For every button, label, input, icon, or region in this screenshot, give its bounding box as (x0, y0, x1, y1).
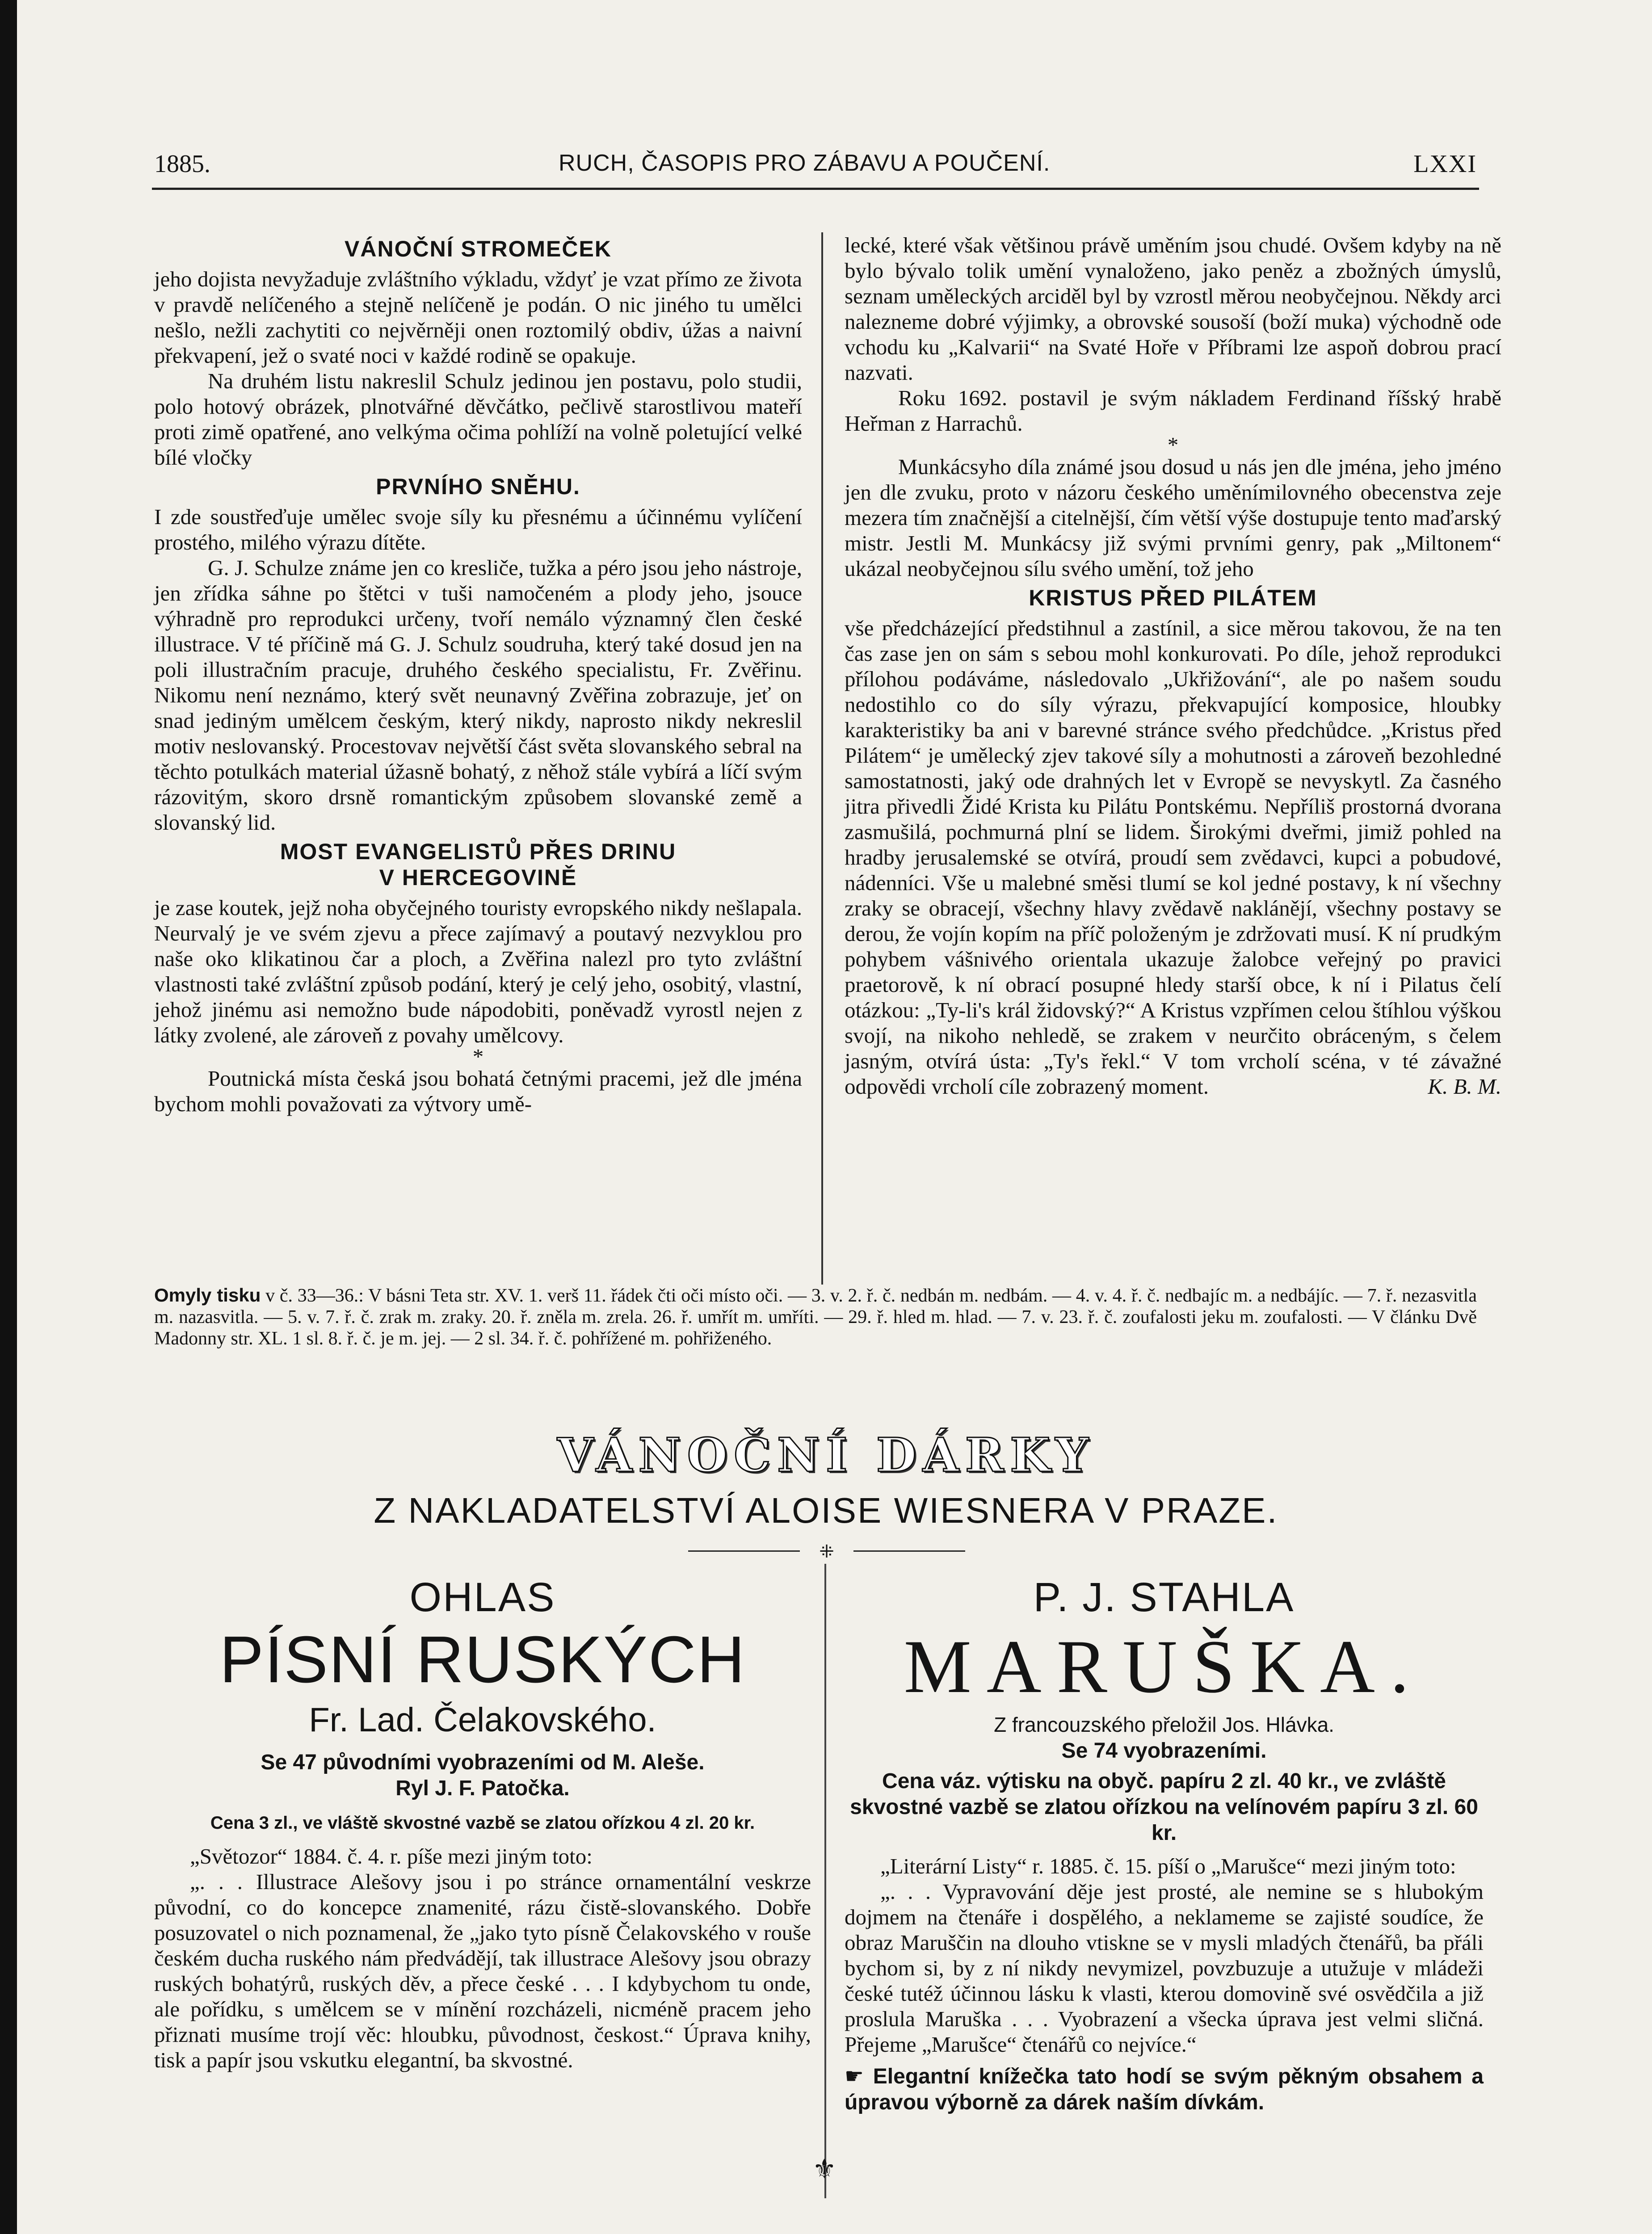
book-prefix: OHLAS (409, 1575, 556, 1620)
review-quote: „. . . Vypravování děje jest prosté, ale nemine se s hlubokým dojmem na čtenáře i dospělého, a neklameme se zajisté soudíce, že obraz Maruščin na dlouho vtiskne se v mysli mladých čtenářů, ba přáli bychom si, by z ní nikdy nevymizel, povzbuzuje a utužuje v mládeži české tutéž účinnou lásku k vlasti, kterou domovině své osvědčila a již proslula Maruška . . . Vyobrazení a všecka úprava jest velmi sličná. Přejeme „Marušce“ čtenářů co nejvíce.“ (845, 1879, 1484, 2057)
review-intro: „Světozor“ 1884. č. 4. r. píše mezi jiným toto: (190, 1844, 593, 1869)
section-heading: MOST EVANGELISTŮ PŘES DRINU (280, 839, 677, 864)
advert-column-divider (824, 1564, 826, 2198)
header-page-number: LXXI (1413, 150, 1477, 178)
paragraph: je zase koutek, jejž noha obyčejného touristy evropského nikdy nešlapala. Neurvalý je ve svém zjevu a přece zajímavý a poutavý nezvyklou pro naše oko klikatinou čar a ploch, a Zvěřina nalezl pro tyto zvláštní vlastnosti také zvláštní způsob podání, který je celý jeho, osobitý, vlastní, jehož jinému asi nemožno bude nápodobiti, poněvadž vyrostl nejen z látky zvolené, ale zároveň z povahy umělcovy. (154, 895, 802, 1047)
paragraph: Na druhém listu nakreslil Schulz jedinou jen postavu, polo studii, polo hotový obrázek, plnotvářné děvčátko, pečlivě starostlivou mateří proti zimě opatřené, ano velkýma očima pohlíží na volně poletující velké bílé vločky (154, 369, 802, 470)
paragraph: I zde soustřeďuje umělec svoje síly ku přesnému a účinnému vylíčení prostého, milého výrazu dítěte. (154, 504, 802, 554)
column-divider (821, 232, 823, 1285)
paragraph: Roku 1692. postavil je svým nákladem Ferdinand říšský hrabě Heřman z Harrachů. (845, 386, 1501, 436)
pointing-hand-icon: ☛ (845, 2064, 864, 2089)
engraver-note: Ryl J. F. Patočka. (395, 1776, 570, 1800)
scan-border (0, 0, 17, 2234)
right-column (845, 232, 1501, 1099)
left-column (154, 232, 802, 1117)
paragraph: Munkácsyho díla známé jsou dosud u nás jen dle jména, jeho jméno jen dle zvuku, proto v názoru českého uměnímilovného obecenstva zeje mezera tím značnější a citelnější, čím větší výše dostupuje tento maďarský mistr. Jestli M. Munkácsy již svými prvními genry, pak „Miltonem“ ukázal neobyčejnou sílu svého umění, tož jeho (845, 454, 1501, 581)
closing-note-text: Elegantní knížečka tato hodí se svým pěkným obsahem a úpravou výborně za dárek naším dívkám. (845, 2065, 1484, 2114)
paragraph: Poutnická místa česká jsou bohatá četnými pracemi, jež dle jména bychom mohli považovati za výtvory umě- (154, 1066, 802, 1116)
advert-left (154, 1564, 811, 2073)
header-rule (152, 188, 1479, 190)
review-intro: „Literární Listy“ r. 1885. č. 15. píší o „Marušce“ mezi jiným toto: (880, 1854, 1456, 1878)
section-heading: KRISTUS PŘED PILÁTEM (1029, 585, 1317, 610)
running-header (154, 150, 1477, 185)
translator-note: Z francouzského přeložil Jos. Hlávka. (994, 1713, 1334, 1736)
paragraph: lecké, které však většinou právě uměním jsou chudé. Ovšem kdyby na ně bylo bývalo tolik umění vynaloženo, jako peněz a zbožných úmyslů, seznam uměleckých arciděl byl by vzrostl měrou neobyčejnou. Někdy arci nalezneme dobré výjimky, a obrovské sousoší (boží muka) východně ode vchodu ku „Kalvarii“ na Svaté Hoře v Příbrami lze aspoň dobrou prací nazvati. (845, 233, 1501, 385)
price: Cena váz. výtisku na obyč. papíru 2 zl. 40 kr., ve zvláště skvostné vazbě se zlatou ořízkou na velínovém papíru 3 zl. 60 kr. (850, 1769, 1478, 1845)
errata (154, 1285, 1477, 1349)
header-title: RUCH, ČASOPIS PRO ZÁBAVU A POUČENÍ. (559, 150, 1051, 176)
paragraph-text: vše předcházející předstihnul a zastínil, a sice měrou takovou, že na ten čas zase jen on sám s sebou mohl konkurovati. Po díle, jehož reprodukci přílohou podáváme, následovalo „Ukřižování“, ale po našem soudu nedostihlo co do síly výrazu, překvapující komposice, hloubky karakteristiky ba ani v barevné stránce svého předchůdce. „Kristus před Pilátem“ je umělecký zjev takové síly a mohutnosti a zároveň bezohledné samostatnosti, jaký ode drahných let v Evropě se nevyskytl. Za časného jitra přivedli Židé Krista ku Pilátu Pontskému. Nepříliš prostorná dvorana zasmušilá, pochmurná plní se lidem. Širokými dveřmi, jimiž pohled na hradby jerusalemské se otvírá, proudí sem zvědavci, kupci a pobudové, nádenníci. Vše u malebné směsi tlumí se kol jedné postavy, k ní všechny zraky se obracejí, všechny hlavy zvědavě naklánějí, všechny postavy se derou, že vojín kopím na příč položeným je zdržovati musí. K ní prudkým pohybem vášnivého orientala ukazuje žalobce veřejný po pravici praetorově, k ní obrací posupné hledy starší obce, k ní i Pilatus čelí otázkou: „Ty-li's král židovský?“ A Kristus vzpřímen celou štíhlou výškou svojí, na nikoho nehledě, se zrakem v neurčito obráceným, s čelem jasným, otvírá ústa: „Ty's řekl.“ V tom vrcholí scéna, v té závažné odpovědi vrcholí cíle zobrazený moment. (845, 616, 1501, 1099)
paragraph: jeho dojista nevyžaduje zvláštního výkladu, vždyť je vzat přímo ze života v pravdě nelíčeného a stejně nelíčeně je podán. O nic jiného tu umělci nešlo, nežli zachytiti co nejvěrněji onen roztomilý obdiv, úžas a naivní překvapení, jež o svaté noci v každé rodině se opakuje. (154, 267, 802, 368)
advert-title: VÁNOČNÍ DÁRKY (557, 1428, 1095, 1482)
review-quote: „. . . Illustrace Alešovy jsou i po stránce ornamentální veskrze původní, co do koncepce znamenité, rázu čistě-slovanského. Dobře posuzovatel o nich poznamenal, že „jako tyto písně Čelakovského v rouše českém ducha ruského nám předvádějí, tak illustrace Alešovy jsou obrazy ruských bohatýrů, ruských děv, a přece české . . . I kdybychom tu onde, ale pořídku, s umělcem se v mínění rozcházeli, nicméně pracem jeho přiznati musíme trojí věc: hloubku, původnost, českost.“ Úprava knihy, tisk a papír jsou vskutku elegantní, ba skvostné. (154, 1869, 811, 2072)
header-year: 1885. (154, 150, 210, 178)
book-title: MARUŠKA. (904, 1625, 1425, 1709)
section-heading: PRVNÍHO SNĚHU. (376, 474, 580, 499)
flourish-icon: ⚜ (812, 2154, 837, 2185)
section-separator: * (472, 1044, 484, 1069)
ornament-divider: ⁜ (688, 1541, 965, 1559)
errata-label: Omyly tisku (154, 1285, 261, 1306)
illustrations-note: Se 47 původními vyobrazeními od M. Aleše. (261, 1751, 705, 1774)
book-title: PÍSNÍ RUSKÝCH (219, 1623, 746, 1696)
errata-text: v č. 33—36.: V básni Teta str. XV. 1. verš 11. řádek čti oči místo oči. — 3. v. 2. ř. č. nedbán m. nedbám. — 4. v. 4. ř. č. nedbajíc m. a nedbájíc. — 7. ř. nezasvitla m. nazasvitla. — 5. v. 7. ř. č. zrak m. zraky. 20. ř. zněla m. zrela. 26. ř. umřít m. umříti. — 29. ř. hled m. hlad. — 7. v. 23. ř. č. zoufalosti jeku m. zoufalosti. — V článku Dvě Madonny str. XL. 1 sl. 8. ř. č. je m. jej. — 2 sl. 34. ř. č. pohřížené m. pohřiženého. (154, 1285, 1477, 1349)
paragraph: G. J. Schulze známe jen co kresliče, tužka a péro jsou jeho nástroje, jen zřídka sáhne po štětci v tuši namočeném a plody jeho, jsouce výhradně pro reprodukci určeny, tvoří nemálo významný člen české illustrace. V té příčině má G. J. Schulz soudruha, který také dosud jen na poli illustračním pracuje, druhého českého specialistu, Fr. Zvěřinu. Nikomu není neznámo, který svět neunavný Zvěřina zobrazuje, jeť on snad jediným umělcem českým, který nikdy, naprosto nikdy nekreslil motiv neslovanský. Procestovav největší část světa slovanského sebral na těchto potulkách material úžasně bohatý, z něhož stále vybírá a líčí svým rázovitým, skoro drsně romantickým způsobem slovanské země a slovanský lid. (154, 555, 802, 835)
price: Cena 3 zl., ve vláště skvostné vazbě se zlatou ořízkou 4 zl. 20 kr. (210, 1813, 755, 1833)
paragraph (845, 615, 1501, 1099)
advert-subtitle: Z NAKLADATELSTVÍ ALOISE WIESNERA V PRAZE. (374, 1491, 1278, 1530)
section-heading: V HERCEGOVINĚ (379, 865, 577, 890)
signature: K. B. M. (1428, 1074, 1501, 1099)
illustrations-note: Se 74 vyobrazeními. (1061, 1739, 1267, 1763)
advert-right (845, 1564, 1484, 2116)
book-author: P. J. STAHLA (1033, 1575, 1295, 1620)
section-separator: * (1167, 433, 1179, 457)
closing-note (845, 2063, 1484, 2116)
section-heading: VÁNOČNÍ STROMEČEK (345, 236, 612, 261)
book-author: Fr. Lad. Čelakovského. (309, 1701, 656, 1739)
